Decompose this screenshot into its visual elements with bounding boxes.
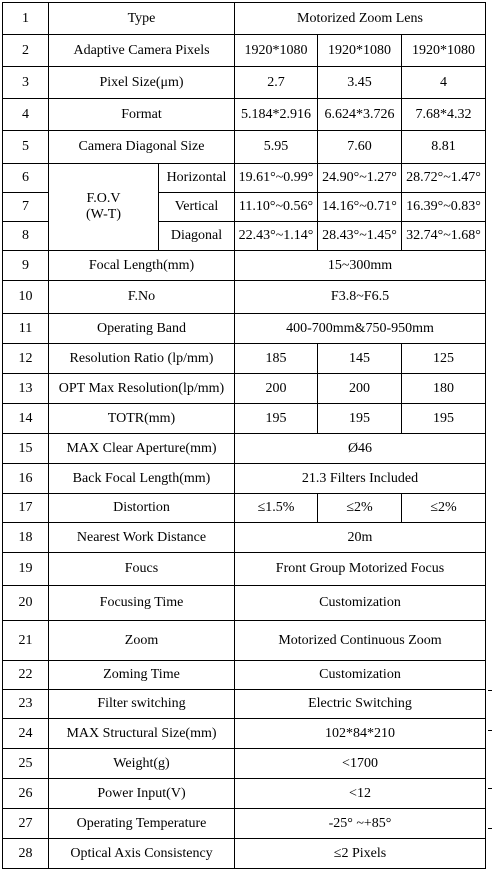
- param-value: 2.7: [235, 67, 318, 99]
- param-value: ≤2%: [318, 494, 402, 523]
- param-value: 1920*1080: [235, 35, 318, 67]
- param-value: 32.74°~1.68°: [402, 222, 486, 251]
- row-number: 28: [3, 839, 49, 869]
- spec-row: [3, 164, 486, 193]
- param-name: Focal Length(mm): [49, 251, 235, 281]
- edge-tick: [488, 690, 492, 691]
- param-value: 24.90°~1.27°: [318, 164, 402, 193]
- param-value: 4: [402, 67, 486, 99]
- row-number: 2: [3, 35, 49, 67]
- row-number: 18: [3, 523, 49, 553]
- param-value: 16.39°~0.83°: [402, 193, 486, 222]
- row-number: 24: [3, 719, 49, 749]
- param-value: 185: [235, 344, 318, 374]
- row-number: 13: [3, 374, 49, 404]
- spec-row: [3, 344, 486, 374]
- param-name: Foucs: [49, 553, 235, 586]
- spec-row: [3, 374, 486, 404]
- spec-row: [3, 434, 486, 464]
- param-value: 5.184*2.916: [235, 99, 318, 131]
- row-number: 11: [3, 314, 49, 344]
- param-name: TOTR(mm): [49, 404, 235, 434]
- row-number: 21: [3, 621, 49, 661]
- param-value: 11.10°~0.56°: [235, 193, 318, 222]
- spec-row: [3, 99, 486, 131]
- param-value: F3.8~F6.5: [235, 281, 486, 314]
- param-value: 7.68*4.32: [402, 99, 486, 131]
- param-name: F.No: [49, 281, 235, 314]
- row-number: 25: [3, 749, 49, 779]
- param-value: Customization: [235, 586, 486, 621]
- param-name: Type: [49, 3, 235, 35]
- param-value: 195: [318, 404, 402, 434]
- row-number: 9: [3, 251, 49, 281]
- param-value: 22.43°~1.14°: [235, 222, 318, 251]
- param-value: 180: [402, 374, 486, 404]
- param-value: 400-700mm&750-950mm: [235, 314, 486, 344]
- param-name: Pixel Size(μm): [49, 67, 235, 99]
- param-value: 1920*1080: [318, 35, 402, 67]
- spec-row: [3, 251, 486, 281]
- row-number: 4: [3, 99, 49, 131]
- spec-row: [3, 67, 486, 99]
- param-value: 7.60: [318, 131, 402, 164]
- param-value: 125: [402, 344, 486, 374]
- spec-row: [3, 809, 486, 839]
- spec-row: [3, 779, 486, 809]
- fov-group-title: F.O.V: [86, 191, 121, 206]
- row-number: 1: [3, 3, 49, 35]
- fov-axis-label: Horizontal: [159, 164, 235, 193]
- row-number: 22: [3, 661, 49, 690]
- param-value: Motorized Continuous Zoom: [235, 621, 486, 661]
- param-name: Adaptive Camera Pixels: [49, 35, 235, 67]
- spec-row: [3, 621, 486, 661]
- param-value: <1700: [235, 749, 486, 779]
- param-value: ≤2%: [402, 494, 486, 523]
- param-name: Format: [49, 99, 235, 131]
- spec-row: [3, 281, 486, 314]
- param-name: OPT Max Resolution(lp/mm): [49, 374, 235, 404]
- param-value: Front Group Motorized Focus: [235, 553, 486, 586]
- param-name: Zoom: [49, 621, 235, 661]
- spec-row: [3, 586, 486, 621]
- row-number: 15: [3, 434, 49, 464]
- edge-tick: [488, 828, 492, 829]
- param-name: Weight(g): [49, 749, 235, 779]
- param-value: 3.45: [318, 67, 402, 99]
- param-value: <12: [235, 779, 486, 809]
- spec-row: [3, 131, 486, 164]
- row-number: 5: [3, 131, 49, 164]
- row-number: 8: [3, 222, 49, 251]
- spec-row: [3, 719, 486, 749]
- row-number: 14: [3, 404, 49, 434]
- param-value: 20m: [235, 523, 486, 553]
- edge-tick: [488, 730, 492, 731]
- spec-row: [3, 404, 486, 434]
- param-value: 195: [235, 404, 318, 434]
- spec-row: [3, 464, 486, 494]
- spec-table-body: [3, 3, 486, 869]
- fov-axis-label: Diagonal: [159, 222, 235, 251]
- edge-tick: [488, 788, 492, 789]
- param-value: 14.16°~0.71°: [318, 193, 402, 222]
- spec-row: [3, 3, 486, 35]
- spec-table: [2, 2, 486, 869]
- param-name: Distortion: [49, 494, 235, 523]
- row-number: 3: [3, 67, 49, 99]
- spec-row: [3, 35, 486, 67]
- fov-group-label: [49, 164, 159, 251]
- row-number: 12: [3, 344, 49, 374]
- param-value: ≤1.5%: [235, 494, 318, 523]
- param-value: 21.3 Filters Included: [235, 464, 486, 494]
- row-number: 23: [3, 690, 49, 719]
- param-value: 200: [318, 374, 402, 404]
- spec-row: [3, 839, 486, 869]
- param-name: Resolution Ratio (lp/mm): [49, 344, 235, 374]
- spec-row: [3, 494, 486, 523]
- param-value: 5.95: [235, 131, 318, 164]
- row-number: 6: [3, 164, 49, 193]
- param-name: Optical Axis Consistency: [49, 839, 235, 869]
- spec-row: [3, 523, 486, 553]
- row-number: 17: [3, 494, 49, 523]
- param-value: 102*84*210: [235, 719, 486, 749]
- row-number: 19: [3, 553, 49, 586]
- param-value: Electric Switching: [235, 690, 486, 719]
- row-number: 27: [3, 809, 49, 839]
- param-name: Filter switching: [49, 690, 235, 719]
- spec-row: [3, 690, 486, 719]
- param-value: ≤2 Pixels: [235, 839, 486, 869]
- param-value: Ø46: [235, 434, 486, 464]
- param-value: Customization: [235, 661, 486, 690]
- param-name: MAX Clear Aperture(mm): [49, 434, 235, 464]
- spec-row: [3, 314, 486, 344]
- param-value: Motorized Zoom Lens: [235, 3, 486, 35]
- row-number: 26: [3, 779, 49, 809]
- param-name: Back Focal Length(mm): [49, 464, 235, 494]
- param-value: 28.72°~1.47°: [402, 164, 486, 193]
- param-name: Nearest Work Distance: [49, 523, 235, 553]
- row-number: 16: [3, 464, 49, 494]
- param-value: 15~300mm: [235, 251, 486, 281]
- param-value: 6.624*3.726: [318, 99, 402, 131]
- param-name: Focusing Time: [49, 586, 235, 621]
- spec-row: [3, 749, 486, 779]
- param-value: 145: [318, 344, 402, 374]
- param-name: Operating Temperature: [49, 809, 235, 839]
- param-name: Operating Band: [49, 314, 235, 344]
- param-value: -25° ~+85°: [235, 809, 486, 839]
- spec-row: [3, 661, 486, 690]
- param-name: Camera Diagonal Size: [49, 131, 235, 164]
- row-number: 20: [3, 586, 49, 621]
- row-number: 10: [3, 281, 49, 314]
- param-value: 200: [235, 374, 318, 404]
- row-number: 7: [3, 193, 49, 222]
- spec-row: [3, 553, 486, 586]
- param-value: 195: [402, 404, 486, 434]
- param-value: 19.61°~0.99°: [235, 164, 318, 193]
- param-name: Zoming Time: [49, 661, 235, 690]
- param-name: Power Input(V): [49, 779, 235, 809]
- param-value: 1920*1080: [402, 35, 486, 67]
- param-value: 8.81: [402, 131, 486, 164]
- param-value: 28.43°~1.45°: [318, 222, 402, 251]
- fov-group-subtitle: (W-T): [86, 207, 121, 222]
- fov-axis-label: Vertical: [159, 193, 235, 222]
- param-name: MAX Structural Size(mm): [49, 719, 235, 749]
